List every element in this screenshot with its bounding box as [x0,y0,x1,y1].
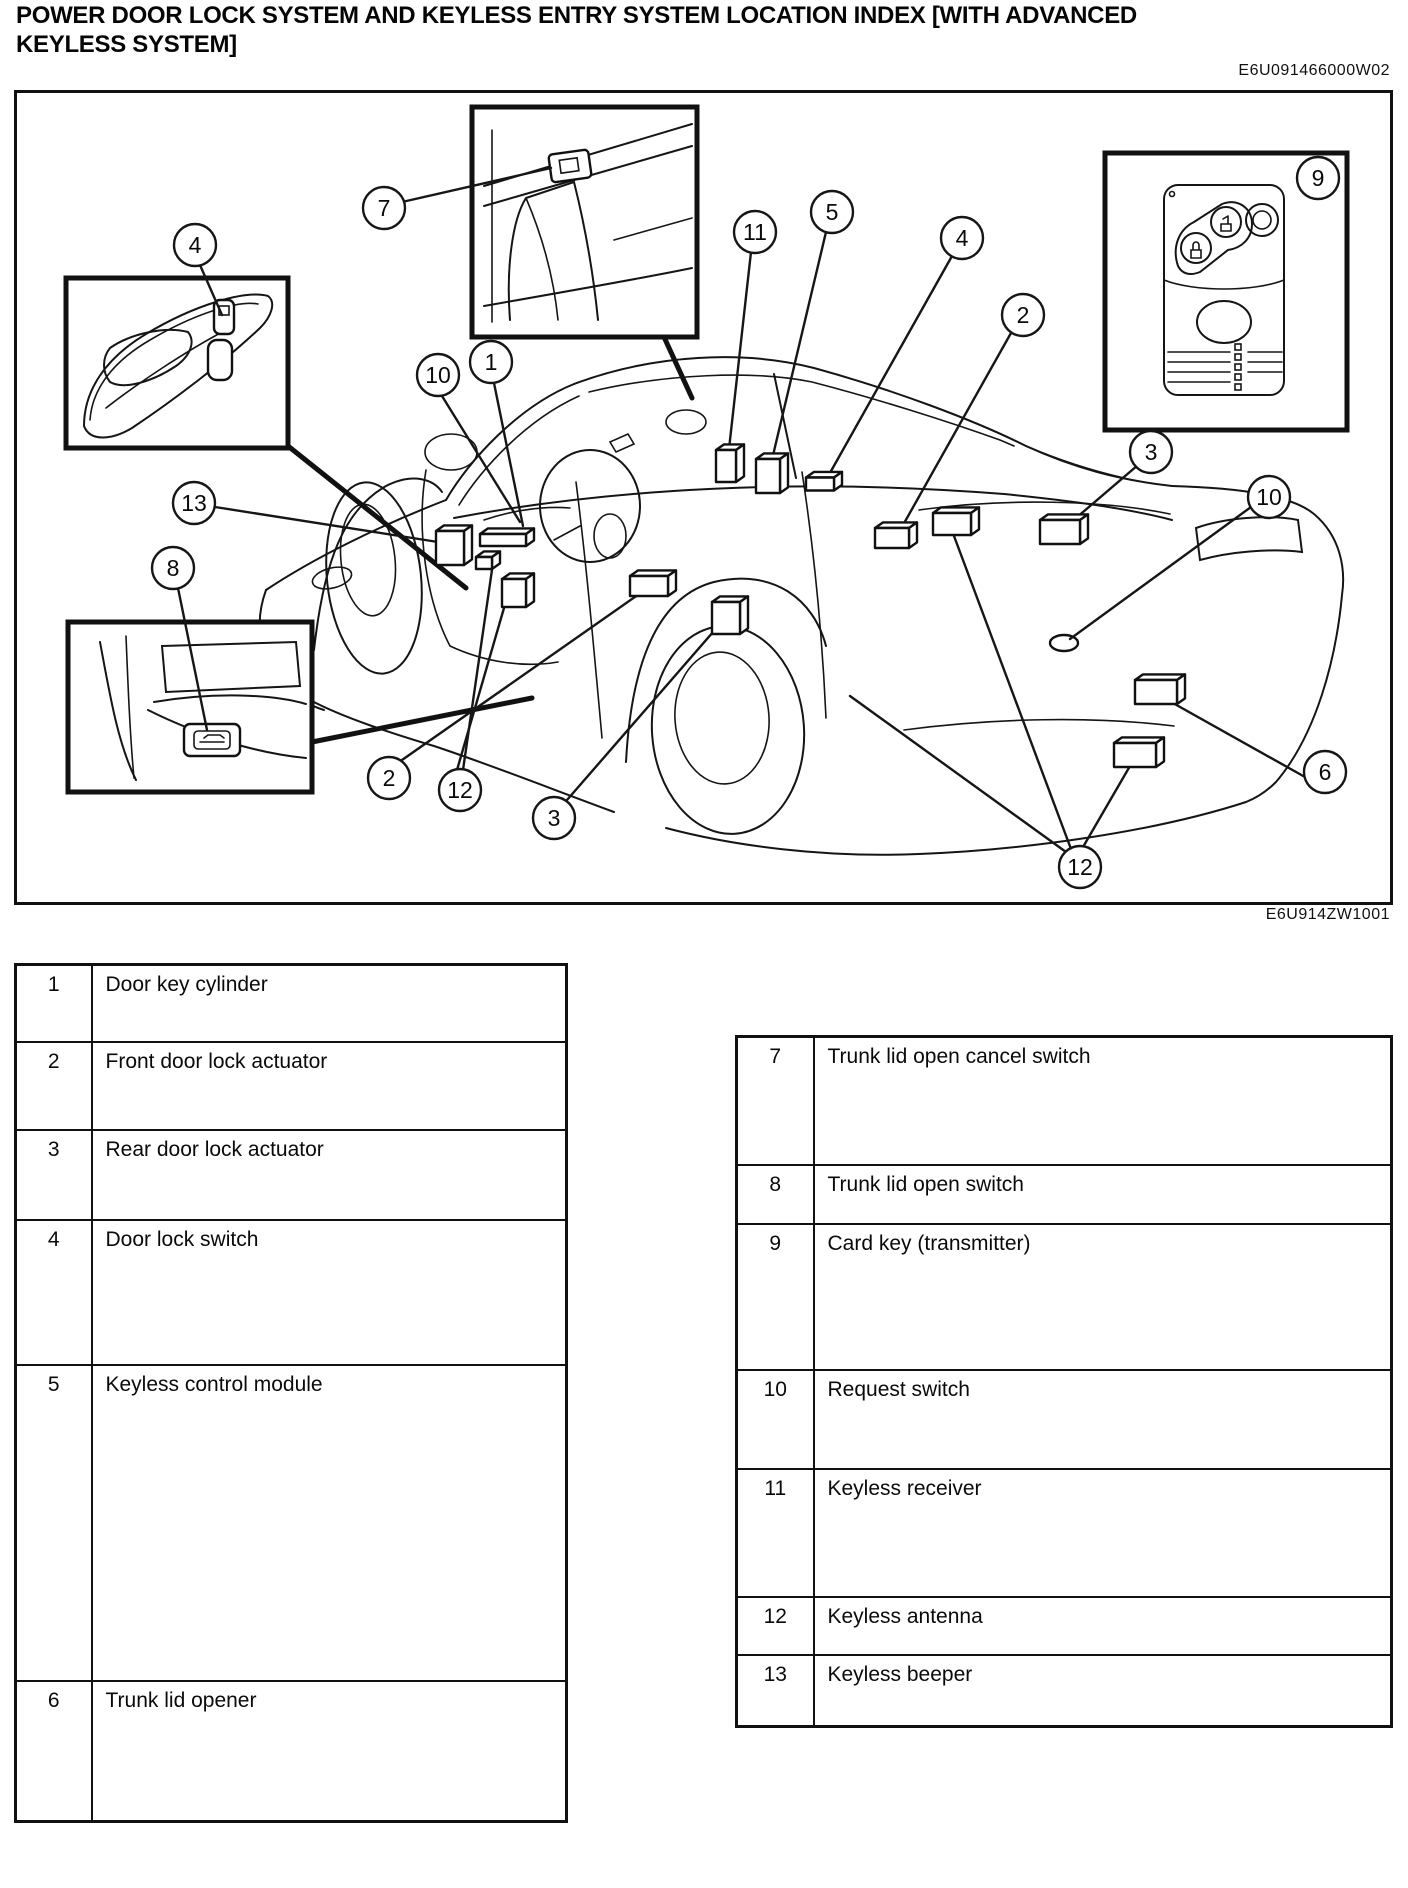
part-number: 13 [737,1655,814,1727]
callout-2 [1002,294,1044,336]
table-row [737,1370,1392,1469]
table-row [16,1365,567,1681]
svg-text:9: 9 [1311,165,1325,191]
table-row [16,1681,567,1822]
part-number: 2 [16,1042,92,1130]
svg-text:11: 11 [743,219,767,245]
svg-text:13: 13 [181,490,207,516]
part-label: Keyless control module [92,1365,567,1681]
svg-text:4: 4 [188,232,202,258]
svg-text:4: 4 [955,225,969,251]
svg-text:10: 10 [425,362,451,388]
part-label: Trunk lid open cancel switch [814,1037,1392,1165]
svg-text:8: 8 [166,555,180,581]
table-row [737,1165,1392,1224]
part-label: Trunk lid opener [92,1681,567,1822]
callout-8 [152,547,194,589]
component-box [436,525,472,565]
callout-13 [173,482,215,524]
callout-11 [734,211,776,253]
location-diagram-frame [14,90,1393,905]
svg-text:2: 2 [1016,302,1030,328]
callout-1 [470,341,512,383]
parts-table-left-body [16,965,567,1822]
svg-text:12: 12 [1067,854,1093,880]
svg-text:7: 7 [377,195,391,221]
callout-7 [363,187,405,229]
component-box [712,596,748,634]
callout-2 [368,757,410,799]
part-label: Door key cylinder [92,965,567,1042]
component-box [476,551,500,569]
parts-table-right [735,1035,1393,1728]
callout-9 [1297,157,1339,199]
callout-3 [1130,431,1172,473]
table-row [737,1597,1392,1655]
parts-table-left [14,963,568,1823]
component-box [502,573,534,607]
page-title: POWER DOOR LOCK SYSTEM AND KEYLESS ENTRY SYSTEM LOCATION INDEX [WITH ADVANCED KEYLESS SYSTEM] [16,2,1137,58]
part-number: 12 [737,1597,814,1655]
part-label: Rear door lock actuator [92,1130,567,1220]
table-row [16,1042,567,1130]
svg-text:3: 3 [547,805,561,831]
table-row [737,1224,1392,1370]
part-label: Request switch [814,1370,1392,1469]
callout-12 [1059,846,1101,888]
inset-door-handle [66,278,288,448]
component-box [480,528,534,546]
component-box [756,453,788,493]
callout-5 [811,191,853,233]
svg-text:6: 6 [1318,759,1332,785]
part-number: 6 [16,1681,92,1822]
component-box [1114,737,1164,767]
callout-3 [533,797,575,839]
component-box [806,472,842,491]
component-box [933,507,979,535]
svg-text:12: 12 [447,777,473,803]
part-number: 10 [737,1370,814,1469]
callout-4 [174,224,216,266]
inset-trunk-lid-cancel-switch [472,107,697,337]
part-number: 5 [16,1365,92,1681]
document-code: E6U091466000W02 [1238,62,1390,79]
figure-code: E6U914ZW1001 [1265,906,1390,923]
part-number: 4 [16,1220,92,1365]
part-number: 11 [737,1469,814,1597]
callout-12 [439,769,481,811]
part-number: 8 [737,1165,814,1224]
callout-6 [1304,751,1346,793]
part-label: Card key (transmitter) [814,1224,1392,1370]
part-number: 1 [16,965,92,1042]
component-box [630,570,676,596]
part-label: Trunk lid open switch [814,1165,1392,1224]
part-label: Keyless beeper [814,1655,1392,1727]
component-box [1135,674,1185,704]
table-row [737,1655,1392,1727]
car-location-diagram [17,93,1390,902]
table-row [16,965,567,1042]
component-boxes [436,444,1185,767]
table-row [16,1130,567,1220]
table-row [16,1220,567,1365]
svg-text:10: 10 [1256,484,1282,510]
part-label: Door lock switch [92,1220,567,1365]
svg-text:1: 1 [484,349,498,375]
table-row [737,1469,1392,1597]
part-label: Keyless antenna [814,1597,1392,1655]
component-box [875,522,917,548]
part-label: Keyless receiver [814,1469,1392,1597]
svg-text:2: 2 [382,765,396,791]
svg-text:3: 3 [1144,439,1158,465]
callout-10 [417,354,459,396]
table-row [737,1037,1392,1165]
part-number: 7 [737,1037,814,1165]
callout-10 [1248,476,1290,518]
component-box [1040,514,1088,544]
svg-text:5: 5 [825,199,839,225]
part-number: 3 [16,1130,92,1220]
callout-4 [941,217,983,259]
part-label: Front door lock actuator [92,1042,567,1130]
component-box [716,444,744,482]
parts-table-right-body [737,1037,1392,1727]
part-number: 9 [737,1224,814,1370]
